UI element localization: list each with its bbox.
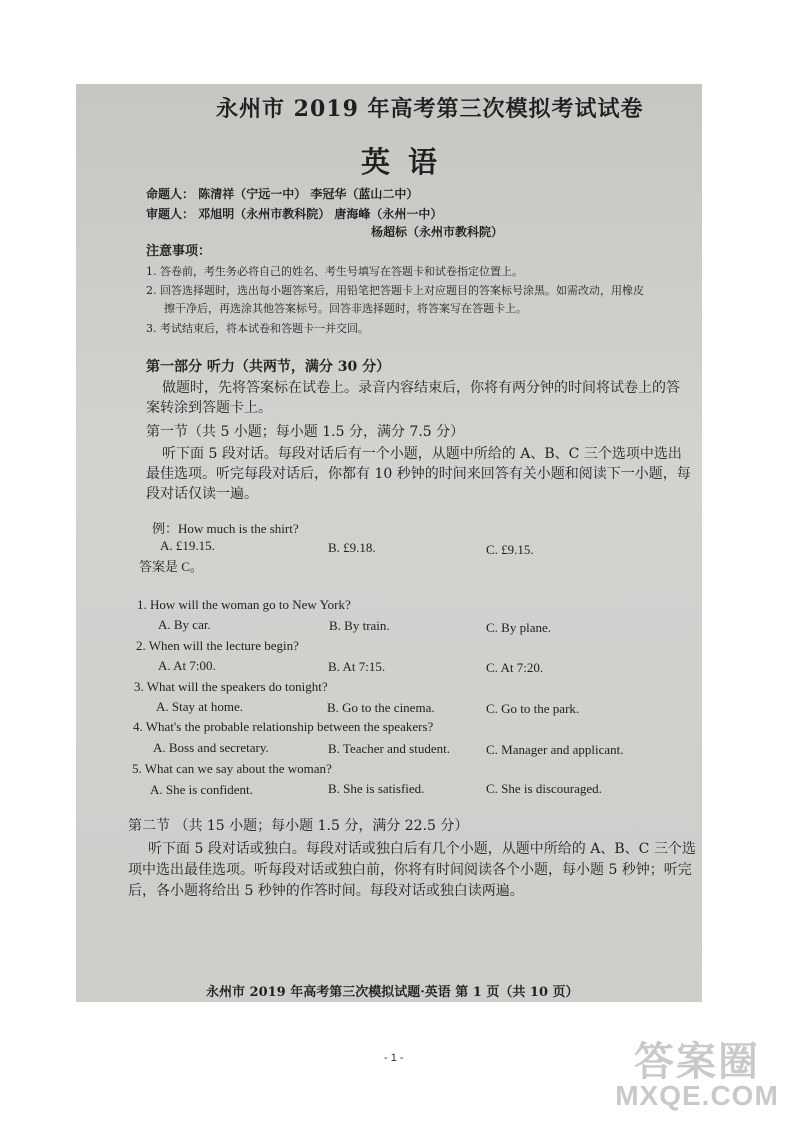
reviewers-names-2: 杨超标（永州市教科院） <box>371 225 504 239</box>
question-option: C. She is discouraged. <box>486 781 602 796</box>
notice-item: 2. 回答选择题时，选出每小题答案后，用铅笔把答题卡上对应题目的答案标号涂黑。如需改动，用橡皮 <box>146 284 644 297</box>
question: 2. When will the lecture begin? <box>136 638 299 653</box>
question-option: A. At 7:00. <box>158 658 216 673</box>
site-logo <box>612 1030 782 1118</box>
section2-instructions: 后，各小题将给出 5 秒钟的作答时间。每段对话或独白读两遍。 <box>128 883 524 899</box>
notice-item: 3. 考试结束后，将本试卷和答题卡一并交回。 <box>146 322 369 335</box>
section2-instructions: 听下面 5 段对话或独白。每段对话或独白后有几个小题，从题中所给的 A、B、C 三个选 <box>148 841 696 857</box>
question: 1. How will the woman go to New York? <box>137 597 351 612</box>
question-option: B. Teacher and student. <box>328 741 450 756</box>
section2-instructions: 项中选出最佳选项。听每段对话或独白前，你将有时间阅读各个小题，每小题 5 秒钟；听完 <box>128 862 692 878</box>
notice-item: 擦干净后，再选涂其他答案标号。回答非选择题时，将答案写在答题卡上。 <box>164 302 527 315</box>
compilers-names: 陈清祥（宁远一中） 李冠华（蓝山二中） <box>198 187 419 201</box>
question: 5. What can we say about the woman? <box>132 761 332 776</box>
question-option: A. By car. <box>158 617 211 632</box>
question-option: B. By train. <box>329 618 390 633</box>
part1-instructions: 做题时，先将答案标在试卷上。录音内容结束后，你将有两分钟的时间将试卷上的答 <box>162 380 680 396</box>
question-option: C. At 7:20. <box>486 660 544 675</box>
question-option: A. Boss and secretary. <box>153 740 269 755</box>
question-option: A. Stay at home. <box>156 699 244 714</box>
reviewers-names-1: 邓旭明（永州市教科院） 唐海峰（永州一中） <box>198 207 443 221</box>
logo-en-text: MXQE.COM <box>615 1080 779 1111</box>
question-option: C. Go to the park. <box>486 701 580 716</box>
exam-title: 永州市 2019 年高考第三次模拟考试试卷 <box>216 96 644 122</box>
section1-instructions: 听下面 5 段对话。每段对话后有一个小题，从题中所给的 A、B、C 三个选项中选出 <box>162 446 682 462</box>
question: 4. What's the probable relationship between the speakers? <box>133 719 434 734</box>
section1-instructions: 段对话仅读一遍。 <box>146 486 258 502</box>
subject-title: 英语 <box>361 145 456 179</box>
page-footer: 永州市 2019 年高考第三次模拟试题·英语 第 1 页（共 10 页） <box>206 985 579 1000</box>
section1-heading: 第一节（共 5 小题；每小题 1.5 分，满分 7.5 分） <box>146 424 465 440</box>
part1-instructions: 案转涂到答题卡上。 <box>146 400 272 416</box>
question-option: A. She is confident. <box>150 782 253 797</box>
page-number: - 1 - <box>384 1052 404 1064</box>
question-option: B. She is satisfied. <box>328 781 425 796</box>
part1-heading: 第一部分 听力（共两节，满分 30 分） <box>146 359 391 375</box>
notice-title: 注意事项： <box>146 244 212 259</box>
question-option: C. Manager and applicant. <box>486 742 624 757</box>
section2-heading: 第二节 （共 15 小题；每小题 1.5 分，满分 22.5 分） <box>128 818 469 834</box>
question-option: B. At 7:15. <box>328 659 386 674</box>
example-option: C. £9.15. <box>486 542 534 557</box>
compilers-label: 命题人： <box>146 187 195 201</box>
logo-cn-text: 答案圈 <box>634 1039 760 1085</box>
question-option: B. Go to the cinema. <box>327 700 435 715</box>
example-question: 例：How much is the shirt? <box>152 521 299 536</box>
section1-instructions: 最佳选项。听完每段对话后，你都有 10 秒钟的时间来回答有关小题和阅读下一小题，每 <box>146 466 691 482</box>
question-option: C. By plane. <box>486 620 551 635</box>
compilers-line <box>146 185 418 202</box>
exam-page-photo <box>76 84 702 1002</box>
example-option: A. £19.15. <box>160 538 215 553</box>
reviewers-label: 审题人： <box>146 207 195 221</box>
reviewers-line <box>146 205 442 222</box>
example-option: B. £9.18. <box>328 540 376 555</box>
notice-item: 1. 答卷前，考生务必将自己的姓名、考生号填写在答题卡和试卷指定位置上。 <box>146 265 523 278</box>
example-answer: 答案是 C。 <box>139 559 203 574</box>
question: 3. What will the speakers do tonight? <box>134 679 328 694</box>
